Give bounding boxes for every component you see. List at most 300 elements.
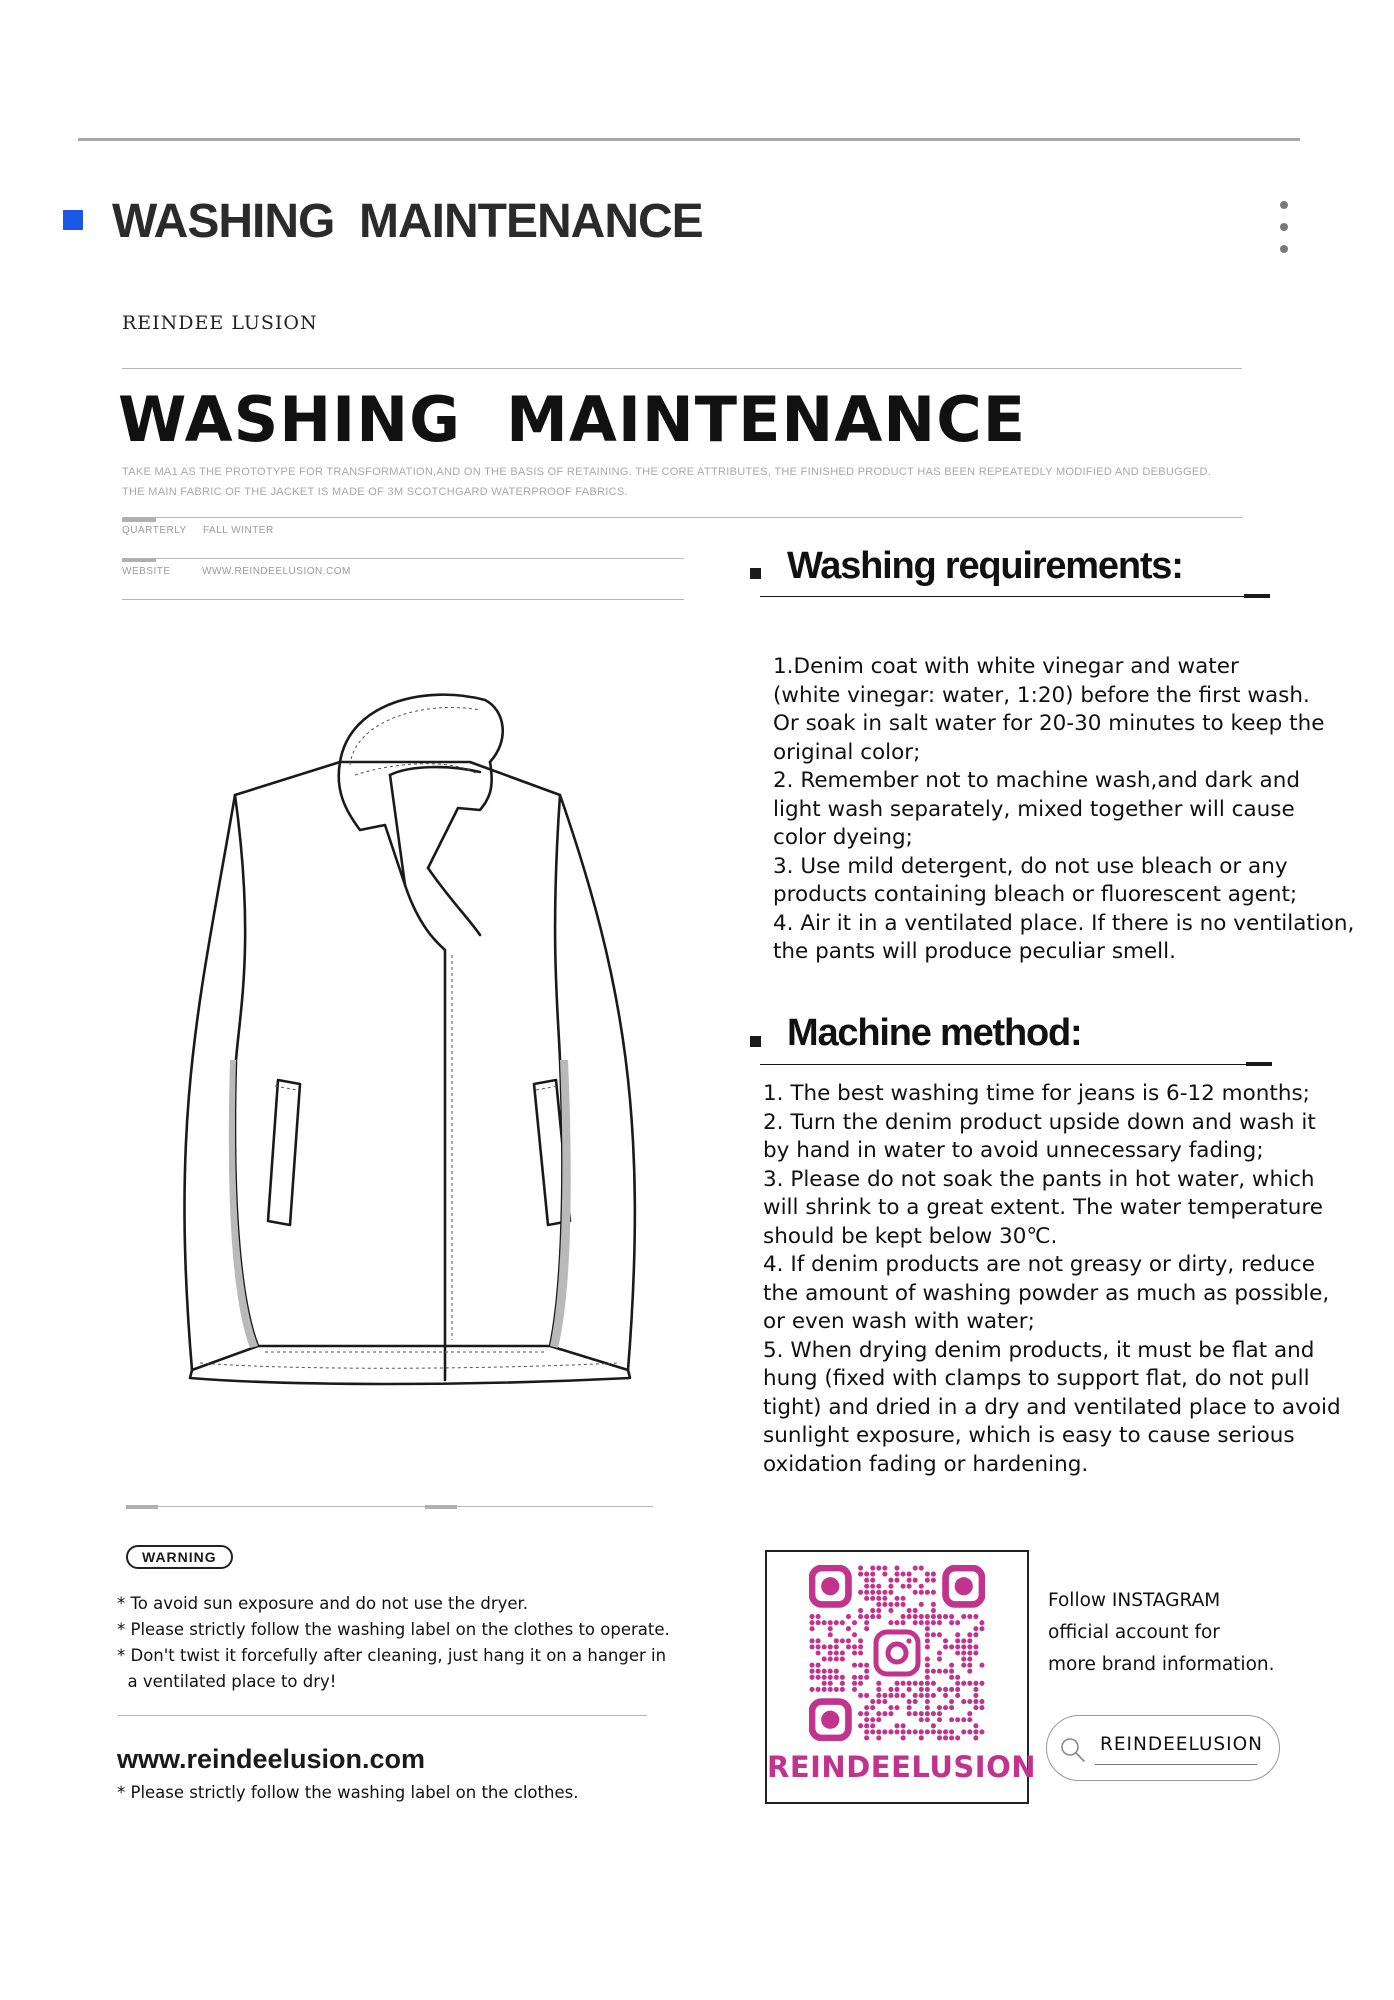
- list-item: the pants will produce peculiar smell.: [773, 939, 1176, 964]
- qr-dot: [925, 1693, 930, 1698]
- qr-dot: [901, 1723, 906, 1728]
- qr-dot: [907, 1699, 912, 1704]
- list-item: 1. The best washing time for jeans is 6-12 months;: [763, 1081, 1310, 1106]
- qr-dot: [828, 1681, 833, 1686]
- qr-dot: [876, 1596, 881, 1601]
- qr-dot: [809, 1626, 814, 1631]
- list-item: 3. Please do not soak the pants in hot water, which: [763, 1166, 1315, 1192]
- qr-dot: [858, 1650, 863, 1655]
- footer-rule: [117, 1715, 647, 1716]
- qr-dot: [949, 1614, 954, 1619]
- qr-dot: [809, 1663, 814, 1668]
- qr-dot: [919, 1735, 924, 1740]
- qr-card: [765, 1550, 1036, 1804]
- qr-dot: [961, 1638, 966, 1643]
- qr-dot: [840, 1638, 845, 1643]
- machine-method-rule-end: [1246, 1062, 1272, 1066]
- qr-dot: [858, 1693, 863, 1698]
- qr-dot: [955, 1687, 960, 1692]
- qr-dot: [931, 1602, 936, 1607]
- qr-dot: [907, 1687, 912, 1692]
- qr-dot: [913, 1681, 918, 1686]
- list-item: 5. When drying denim products, it must be flat and: [763, 1337, 1315, 1363]
- list-item: oxidation fading or hardening.: [763, 1451, 1089, 1477]
- list-item: hung (fixed with clamps to support flat, do not pull: [763, 1366, 1310, 1391]
- qr-dot: [882, 1711, 887, 1716]
- qr-dot: [919, 1565, 924, 1570]
- qr-dot: [949, 1687, 954, 1692]
- qr-dot: [961, 1729, 966, 1734]
- qr-dot: [967, 1644, 972, 1649]
- qr-dot: [809, 1614, 814, 1619]
- qr-dot: [876, 1729, 881, 1734]
- qr-dot: [967, 1669, 972, 1674]
- qr-dot: [809, 1687, 814, 1692]
- qr-dot: [967, 1650, 972, 1655]
- qr-dot: [943, 1693, 948, 1698]
- list-item: the amount of washing powder as much as possible,: [763, 1280, 1330, 1306]
- qr-dot: [937, 1711, 942, 1716]
- list-item: products containing bleach or fluorescent agent;: [773, 882, 1298, 907]
- qr-dot: [816, 1675, 821, 1680]
- qr-dot: [828, 1644, 833, 1649]
- qr-dot: [937, 1632, 942, 1637]
- qr-dot: [919, 1693, 924, 1698]
- brand-description: [122, 462, 1252, 502]
- qr-dot: [955, 1735, 960, 1740]
- qr-dot: [955, 1693, 960, 1698]
- qr-dot: [864, 1578, 869, 1583]
- qr-dot: [882, 1699, 887, 1704]
- qr-dot: [907, 1584, 912, 1589]
- qr-dot: [858, 1614, 863, 1619]
- qr-dot: [973, 1644, 978, 1649]
- qr-dot: [894, 1620, 899, 1625]
- list-item: by hand in water to avoid unnecessary fading;: [763, 1138, 1264, 1163]
- qr-dot: [901, 1693, 906, 1698]
- qr-dot: [931, 1620, 936, 1625]
- qr-dot: [870, 1578, 875, 1583]
- qr-dot: [949, 1675, 954, 1680]
- qr-dot: [967, 1614, 972, 1619]
- qr-dot: [809, 1669, 814, 1674]
- qr-dot: [979, 1705, 984, 1710]
- qr-dot: [931, 1723, 936, 1728]
- qr-dot: [894, 1596, 899, 1601]
- qr-dot: [888, 1687, 893, 1692]
- qr-dot: [955, 1681, 960, 1686]
- qr-dot: [919, 1717, 924, 1722]
- qr-dot: [858, 1711, 863, 1716]
- qr-dot: [949, 1699, 954, 1704]
- qr-dot: [979, 1729, 984, 1734]
- list-item: * To avoid sun exposure and do not use the dryer.: [117, 1594, 529, 1613]
- qr-dot: [931, 1669, 936, 1674]
- qr-dot: [901, 1735, 906, 1740]
- qr-dot: [894, 1723, 899, 1728]
- qr-dot: [876, 1584, 881, 1589]
- qr-dot: [907, 1614, 912, 1619]
- warning-list: [117, 1591, 697, 1695]
- qr-dot: [852, 1650, 857, 1655]
- qr-dot: [816, 1650, 821, 1655]
- qr-dot: [931, 1572, 936, 1577]
- qr-dot: [822, 1657, 827, 1662]
- list-item: will shrink to a great extent. The water temperature: [763, 1195, 1324, 1220]
- qr-dot: [876, 1693, 881, 1698]
- qr-dot: [937, 1657, 942, 1662]
- description-line: TAKE MA1 AS THE PROTOTYPE FOR TRANSFORMATION,AND ON THE BASIS OF RETAINING. THE CORE ATTRIBUTES, THE FINISHED PRODUCT HAS BEEN REPEATEDLY MODIFIED AND DEBUGGED.: [122, 466, 1212, 478]
- qr-dot: [816, 1663, 821, 1668]
- qr-dot: [961, 1663, 966, 1668]
- qr-dot: [925, 1717, 930, 1722]
- qr-dot: [913, 1620, 918, 1625]
- list-item: 4. If denim products are not greasy or dirty, reduce: [763, 1252, 1315, 1277]
- qr-dot: [888, 1608, 893, 1613]
- qr-dot: [864, 1705, 869, 1710]
- qr-dot: [913, 1578, 918, 1583]
- jacket-drawing: [140, 680, 680, 1400]
- qr-dot: [864, 1626, 869, 1631]
- machine-method-bullet: [750, 1036, 761, 1047]
- qr-dot: [870, 1590, 875, 1595]
- qr-dot: [973, 1650, 978, 1655]
- qr-dot: [931, 1608, 936, 1613]
- qr-dot: [864, 1596, 869, 1601]
- qr-dot: [870, 1565, 875, 1570]
- qr-dot: [822, 1687, 827, 1692]
- qr-dot: [919, 1681, 924, 1686]
- list-item: 2. Turn the denim product upside down and wash it: [763, 1109, 1316, 1135]
- qr-dot: [907, 1705, 912, 1710]
- qr-dot: [937, 1735, 942, 1740]
- qr-dot: [925, 1644, 930, 1649]
- qr-dot: [925, 1578, 930, 1583]
- machine-method-title: Machine method:: [787, 1012, 1082, 1054]
- qr-dot: [888, 1705, 893, 1710]
- qr-dot: [888, 1590, 893, 1595]
- qr-dot: [937, 1669, 942, 1674]
- qr-dot: [864, 1735, 869, 1740]
- qr-dot: [907, 1578, 912, 1583]
- list-item: * Please strictly follow the washing label on the clothes to operate.: [117, 1620, 670, 1639]
- qr-dot: [919, 1590, 924, 1595]
- website-link[interactable]: www.reindeelusion.com: [117, 1744, 426, 1774]
- qr-dot: [943, 1669, 948, 1674]
- qr-dot: [937, 1705, 942, 1710]
- qr-dot: [809, 1638, 814, 1643]
- qr-dot: [925, 1638, 930, 1643]
- qr-dot: [846, 1626, 851, 1631]
- qr-dot: [888, 1584, 893, 1589]
- qr-dot: [876, 1717, 881, 1722]
- list-item: sunlight exposure, which is easy to cause serious: [763, 1423, 1295, 1448]
- list-item: should be kept below 30℃.: [763, 1223, 1058, 1249]
- qr-dot: [961, 1699, 966, 1704]
- qr-dot: [864, 1729, 869, 1734]
- list-item: 4. Air it in a ventilated place. If there is no ventilation,: [773, 910, 1355, 936]
- qr-dot: [834, 1650, 839, 1655]
- qr-dot: [876, 1699, 881, 1704]
- qr-dot: [925, 1705, 930, 1710]
- qr-dot: [876, 1602, 881, 1607]
- qr-dot: [901, 1620, 906, 1625]
- qr-dot: [973, 1632, 978, 1637]
- quarterly-label: QUARTERLY: [122, 525, 187, 536]
- qr-dot: [858, 1644, 863, 1649]
- qr-dot: [901, 1729, 906, 1734]
- qr-dot: [834, 1657, 839, 1662]
- qr-dot: [864, 1723, 869, 1728]
- qr-dot: [919, 1620, 924, 1625]
- qr-dot: [907, 1608, 912, 1613]
- qr-dot: [882, 1565, 887, 1570]
- qr-dot: [967, 1657, 972, 1662]
- qr-dot: [937, 1717, 942, 1722]
- qr-dot: [894, 1602, 899, 1607]
- qr-dot: [949, 1735, 954, 1740]
- qr-dot: [894, 1565, 899, 1570]
- qr-dot: [828, 1675, 833, 1680]
- qr-dot: [931, 1681, 936, 1686]
- qr-dot: [876, 1735, 881, 1740]
- instagram-follow-text: [1048, 1585, 1275, 1681]
- washing-requirements-bullet: [750, 568, 761, 579]
- qr-dot: [834, 1669, 839, 1674]
- qr-dot: [967, 1711, 972, 1716]
- qr-dot: [973, 1681, 978, 1686]
- qr-dot: [852, 1687, 857, 1692]
- qr-dot: [882, 1729, 887, 1734]
- qr-dot: [913, 1693, 918, 1698]
- qr-dot: [846, 1638, 851, 1643]
- qr-dot: [894, 1693, 899, 1698]
- qr-dot: [894, 1681, 899, 1686]
- qr-dot: [925, 1572, 930, 1577]
- qr-dot: [822, 1669, 827, 1674]
- qr-dot: [925, 1614, 930, 1619]
- qr-dot: [907, 1572, 912, 1577]
- qr-dot: [828, 1687, 833, 1692]
- qr-dot: [907, 1681, 912, 1686]
- page-title: WASHING MAINTENANCE: [118, 383, 1027, 456]
- qr-dot: [955, 1638, 960, 1643]
- qr-dot: [852, 1644, 857, 1649]
- qr-dot: [925, 1675, 930, 1680]
- qr-dot: [967, 1663, 972, 1668]
- qr-dot: [870, 1699, 875, 1704]
- qr-dot: [931, 1693, 936, 1698]
- qr-dot: [973, 1729, 978, 1734]
- qr-dot: [894, 1729, 899, 1734]
- qr-dot: [925, 1729, 930, 1734]
- qr-dot: [858, 1663, 863, 1668]
- qr-dot: [816, 1669, 821, 1674]
- instagram-qr-code[interactable]: [809, 1565, 985, 1741]
- qr-dot: [828, 1650, 833, 1655]
- qr-dot: [888, 1620, 893, 1625]
- brand-rule: [122, 368, 1242, 369]
- website-label: WEBSITE: [122, 566, 171, 577]
- qr-dot: [949, 1669, 954, 1674]
- qr-dot: [876, 1711, 881, 1716]
- qr-dot: [907, 1729, 912, 1734]
- instagram-search-bar[interactable]: [1046, 1715, 1280, 1781]
- brand-name: REINDEE LUSION: [122, 312, 318, 334]
- website-rule: [122, 599, 684, 600]
- qr-dot: [858, 1565, 863, 1570]
- more-options-icon[interactable]: [1280, 201, 1288, 267]
- qr-dot: [834, 1644, 839, 1649]
- qr-dot: [961, 1681, 966, 1686]
- qr-dot: [852, 1663, 857, 1668]
- qr-dot: [967, 1681, 972, 1686]
- qr-dot: [876, 1565, 881, 1570]
- list-item: color dyeing;: [773, 825, 913, 850]
- qr-finder: [946, 1568, 982, 1604]
- qr-dot: [894, 1578, 899, 1583]
- qr-dot: [979, 1620, 984, 1625]
- qr-dot: [955, 1644, 960, 1649]
- qr-dot: [828, 1626, 833, 1631]
- qr-dot: [840, 1650, 845, 1655]
- qr-dot: [961, 1614, 966, 1619]
- follow-line: more brand information.: [1048, 1654, 1275, 1675]
- search-underline: [1095, 1764, 1257, 1765]
- follow-line: official account for: [1048, 1622, 1220, 1643]
- list-item: 3. Use mild detergent, do not use bleach or any: [773, 853, 1288, 879]
- qr-dot: [937, 1614, 942, 1619]
- qr-dot: [949, 1620, 954, 1625]
- qr-dot: [822, 1675, 827, 1680]
- list-item: light wash separately, mixed together will cause: [773, 796, 1295, 822]
- qr-dot: [864, 1663, 869, 1668]
- qr-dot: [973, 1614, 978, 1619]
- qr-dot: [870, 1723, 875, 1728]
- washing-requirements-list: [773, 653, 1373, 967]
- washing-requirements-rule-end: [1244, 594, 1270, 598]
- description-rule: [122, 517, 1242, 518]
- qr-dot: [949, 1663, 954, 1668]
- qr-brand-label: REINDEELUSION: [767, 1750, 1036, 1784]
- qr-dot: [955, 1650, 960, 1655]
- qr-finder: [812, 1568, 848, 1604]
- qr-dot: [858, 1572, 863, 1577]
- list-item: or even wash with water;: [763, 1309, 1035, 1334]
- qr-dot: [876, 1681, 881, 1686]
- qr-dot: [864, 1669, 869, 1674]
- qr-dot: [931, 1632, 936, 1637]
- qr-dot: [822, 1681, 827, 1686]
- qr-dot: [816, 1638, 821, 1643]
- qr-dot: [828, 1632, 833, 1637]
- qr-dot: [949, 1729, 954, 1734]
- qr-dot: [949, 1644, 954, 1649]
- qr-dot: [949, 1717, 954, 1722]
- qr-dot: [955, 1632, 960, 1637]
- qr-dot: [834, 1620, 839, 1625]
- qr-dot: [913, 1699, 918, 1704]
- qr-dot: [840, 1687, 845, 1692]
- qr-dot: [931, 1578, 936, 1583]
- qr-dot: [937, 1650, 942, 1655]
- qr-dot: [840, 1681, 845, 1686]
- qr-dot: [858, 1681, 863, 1686]
- qr-dot: [858, 1638, 863, 1643]
- qr-dot: [949, 1705, 954, 1710]
- qr-dot: [876, 1687, 881, 1692]
- qr-dot: [822, 1620, 827, 1625]
- qr-dot: [931, 1590, 936, 1595]
- qr-dot: [913, 1729, 918, 1734]
- qr-dot: [888, 1729, 893, 1734]
- qr-dot: [846, 1614, 851, 1619]
- list-item: * Don't twist it forcefully after cleaning, just hang it on a hanger in: [117, 1646, 667, 1665]
- qr-dot: [882, 1693, 887, 1698]
- list-item: 1.Denim coat with white vinegar and water: [773, 654, 1239, 679]
- qr-dot: [809, 1675, 814, 1680]
- qr-dot: [901, 1572, 906, 1577]
- qr-dot: [925, 1590, 930, 1595]
- qr-dot: [822, 1644, 827, 1649]
- qr-dot: [864, 1584, 869, 1589]
- qr-dot: [816, 1614, 821, 1619]
- qr-dot: [931, 1729, 936, 1734]
- qr-dot: [913, 1614, 918, 1619]
- qr-dot: [828, 1620, 833, 1625]
- qr-dot: [919, 1729, 924, 1734]
- qr-dot: [961, 1717, 966, 1722]
- qr-dot: [870, 1584, 875, 1589]
- quarterly-rule: [122, 558, 684, 559]
- qr-dot: [901, 1584, 906, 1589]
- qr-dot: [870, 1705, 875, 1710]
- qr-dot: [876, 1614, 881, 1619]
- qr-dot: [979, 1699, 984, 1704]
- qr-dot: [864, 1717, 869, 1722]
- header-title: WASHING MAINTENANCE: [112, 195, 703, 248]
- qr-dot: [943, 1644, 948, 1649]
- list-item: 2. Remember not to machine wash,and dark and: [773, 768, 1301, 793]
- qr-dot: [840, 1657, 845, 1662]
- qr-dot: [961, 1644, 966, 1649]
- qr-dot: [864, 1620, 869, 1625]
- washing-requirements-rule: [760, 596, 1268, 597]
- qr-dot: [955, 1717, 960, 1722]
- qr-dot: [840, 1675, 845, 1680]
- qr-dot: [943, 1614, 948, 1619]
- qr-dot: [901, 1681, 906, 1686]
- machine-method-rule: [760, 1064, 1270, 1065]
- instagram-icon: [876, 1632, 918, 1674]
- qr-dot: [943, 1638, 948, 1643]
- website-tab: [122, 558, 156, 562]
- qr-dot: [955, 1675, 960, 1680]
- qr-dot: [925, 1711, 930, 1716]
- qr-dot: [973, 1626, 978, 1631]
- qr-dot: [913, 1711, 918, 1716]
- qr-dot: [925, 1687, 930, 1692]
- qr-dot: [967, 1699, 972, 1704]
- qr-dot: [834, 1638, 839, 1643]
- qr-dot: [882, 1572, 887, 1577]
- list-item: (white vinegar: water, 1:20) before the first wash.: [773, 682, 1310, 708]
- qr-dot: [816, 1620, 821, 1625]
- qr-dot: [858, 1590, 863, 1595]
- qr-dot: [864, 1711, 869, 1716]
- list-item: a ventilated place to dry!: [117, 1672, 337, 1691]
- qr-dot: [809, 1644, 814, 1649]
